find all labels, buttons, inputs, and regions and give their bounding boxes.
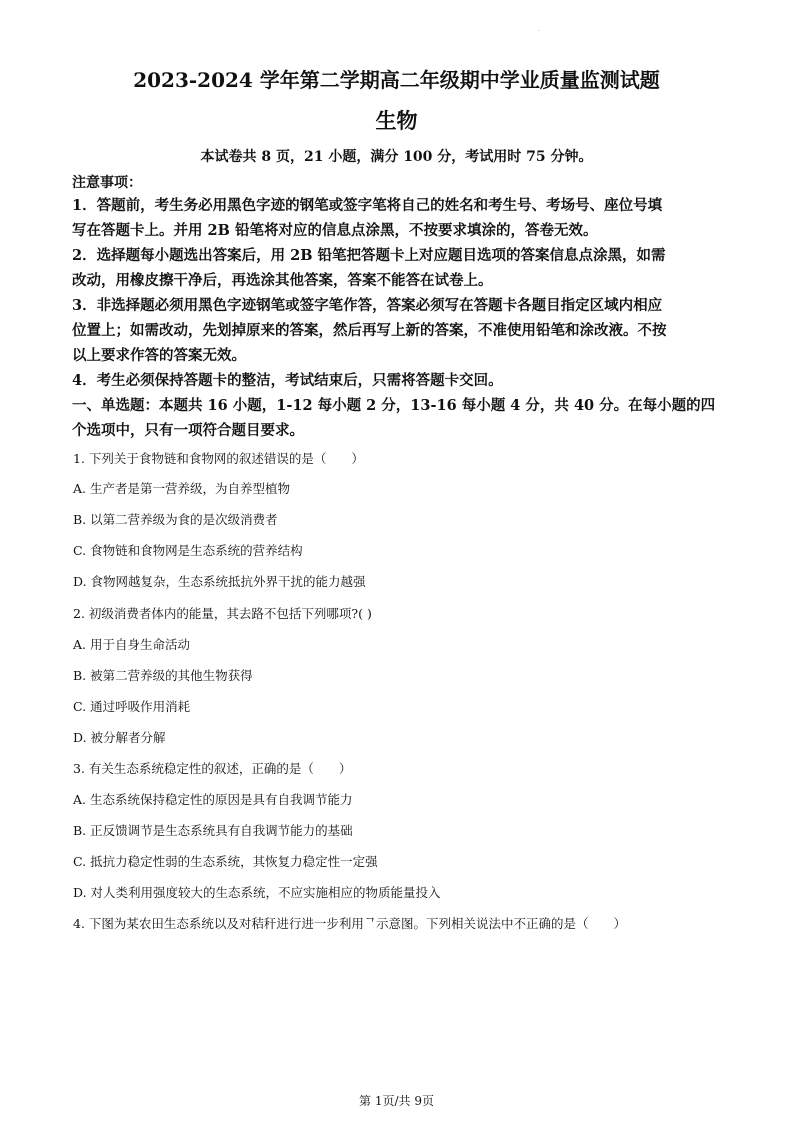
question-option: A. 生态系统保持稳定性的原因是具有自我调节能力 — [73, 792, 353, 807]
notice-line: 以上要求作答的答案无效。 — [72, 347, 246, 364]
exam-info: 本试卷共 8 页，21 小题，满分 100 分，考试用时 75 分钟。 — [200, 149, 593, 165]
subject-title: 生物 — [375, 108, 418, 133]
question-option: B. 被第二营养级的其他生物获得 — [73, 668, 253, 683]
notice-heading: 注意事项： — [72, 175, 142, 191]
question-stem: 4. 下图为某农田生态系统以及对秸秆进行进一步利用ᄀ示意图。下列相关说法中不正确的是（ ） — [73, 916, 626, 931]
page-number: 第 1页/共 9页 — [359, 1094, 434, 1108]
question-option: D. 对人类利用强度较大的生态系统，不应实施相应的物质能量投入 — [73, 885, 441, 900]
exam-title: 2023-2024 学年第二学期高二年级期中学业质量监测试题 — [133, 68, 660, 92]
section-heading: 一、单选题：本题共 16 小题，1-12 每小题 2 分，13-16 每小题 4 分，共 40 分。在每小题的四 — [72, 397, 716, 414]
question-stem: 1. 下列关于食物链和食物网的叙述错误的是（ ） — [73, 451, 364, 466]
question-stem: 3. 有关生态系统稳定性的叙述，正确的是（ ） — [73, 761, 352, 776]
notice-line: 2．选择题每小题选出答案后，用 2B 铅笔把答题卡上对应题目选项的答案信息点涂黑，如需 — [72, 247, 666, 264]
question-option: A. 生产者是第一营养级，为自养型植物 — [73, 481, 290, 496]
notice-line: 4．考生必须保持答题卡的整洁，考试结束后，只需将答题卡交回。 — [72, 372, 503, 389]
question-option: B. 正反馈调节是生态系统具有自我调节能力的基础 — [73, 823, 353, 838]
section-heading: 个选项中，只有一项符合题目要求。 — [72, 422, 304, 439]
question-option: D. 被分解者分解 — [73, 730, 166, 745]
question-option: C. 抵抗力稳定性弱的生态系统，其恢复力稳定性一定强 — [73, 854, 378, 869]
corner-mark: · — [538, 28, 540, 35]
question-stem: 2. 初级消费者体内的能量，其去路不包括下列哪项?( ) — [73, 606, 372, 621]
question-option: A. 用于自身生命活动 — [73, 637, 190, 652]
notice-line: 写在答题卡上。并用 2B 铅笔将对应的信息点涂黑，不按要求填涂的，答卷无效。 — [72, 222, 598, 239]
question-option: D. 食物网越复杂，生态系统抵抗外界干扰的能力越强 — [73, 574, 366, 589]
notice-line: 3．非选择题必须用黑色字迹钢笔或签字笔作答，答案必须写在答题卡各题目指定区域内相应 — [72, 297, 663, 314]
question-option: C. 通过呼吸作用消耗 — [73, 699, 191, 714]
question-option: B. 以第二营养级为食的是次级消费者 — [73, 512, 278, 527]
notice-line: 1．答题前，考生务必用黑色字迹的钢笔或签字笔将自己的姓名和考生号、考场号、座位号填 — [72, 197, 663, 214]
notice-line: 位置上；如需改动，先划掉原来的答案，然后再写上新的答案，不准使用铅笔和涂改液。不按 — [72, 322, 667, 339]
notice-line: 改动，用橡皮擦干净后，再选涂其他答案，答案不能答在试卷上。 — [72, 272, 493, 289]
question-option: C. 食物链和食物网是生态系统的营养结构 — [73, 543, 303, 558]
